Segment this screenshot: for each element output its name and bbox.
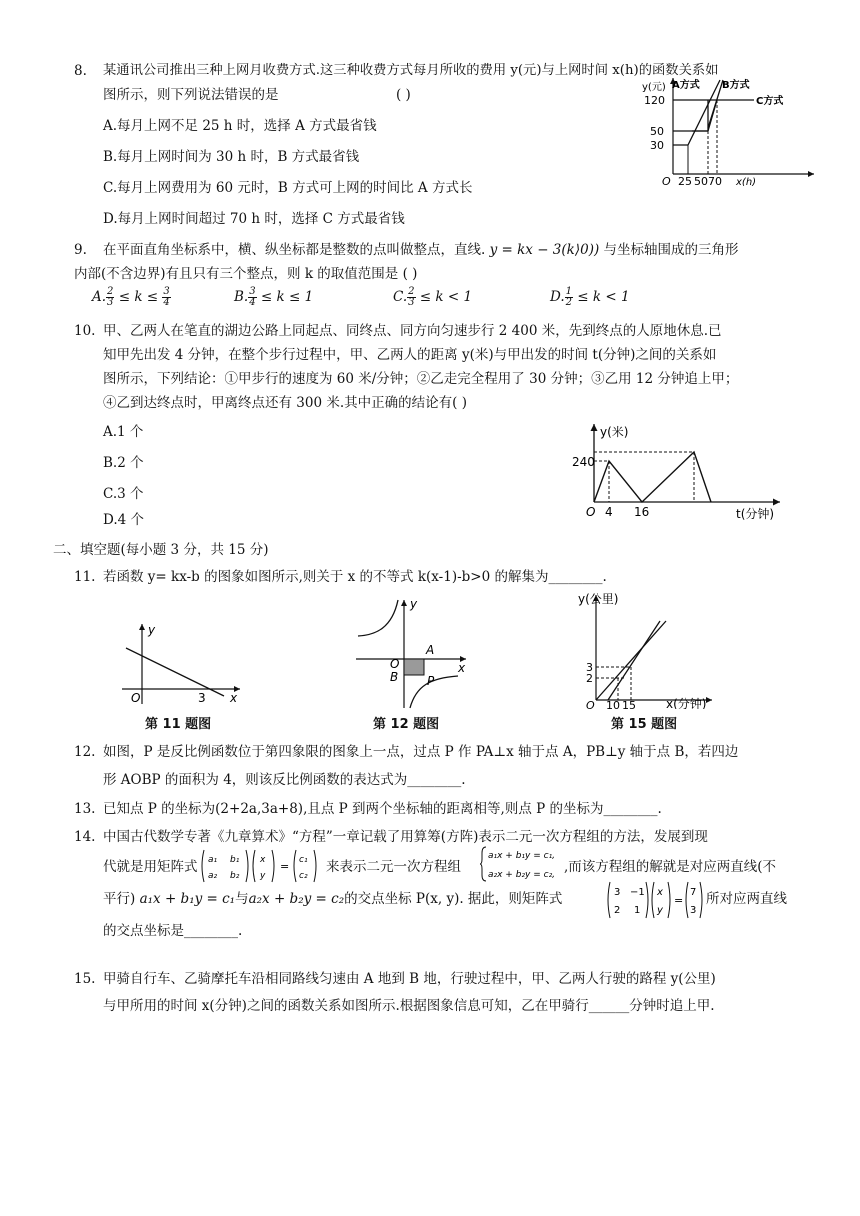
q9-option-d-letter: D. [550, 289, 565, 305]
q12-line2: 形 AOBP 的面积为 4，则该反比例函数的表达式为________. [103, 772, 466, 788]
q8-y-label: y(元) [642, 82, 666, 93]
q9-option-b-relation: ≤ k ≤ [256, 289, 305, 305]
q14-gm-c2: c₂ [299, 871, 308, 881]
q14-line3-text-b: 与 [235, 891, 249, 907]
q8-number: 8. [74, 63, 87, 79]
q9-option-b-letter: B. [234, 289, 249, 305]
q14-system-general [480, 845, 572, 883]
q9-option-a-upper-fraction [162, 287, 170, 308]
q8-y-tick-120: 120 [644, 94, 665, 107]
q14-line2-text-b: 来表示二元一次方程组 [326, 859, 461, 875]
q8-answer-bracket: ( ) [396, 87, 411, 103]
q14-number: 14. [74, 829, 96, 845]
q12-number: 12. [74, 744, 96, 760]
q14-line2-text-a: 代就是用矩阵式 [103, 859, 198, 875]
q11-x-tick-3: 3 [198, 691, 206, 705]
q15-number: 15. [74, 971, 96, 987]
q9-option-a [92, 286, 171, 308]
q14-gm-c1: c₁ [299, 855, 308, 865]
q14-eq1: a₁x + b₁y = c₁ [139, 891, 236, 907]
q14-gm-a2: a₂ [208, 871, 218, 881]
q14-line2-text-c: ,而该方程组的解就是对应两直线(不 [564, 859, 777, 875]
q15-caption: 第 15 题图 [611, 717, 678, 732]
q15-x-tick-10: 10 [606, 699, 620, 709]
q14-system-eq1: a₁x + b₁y = c₁, [488, 851, 556, 861]
q9-option-c-relation: ≤ k < [415, 289, 464, 305]
q9-stem-line2: 内部(不含边界)有且只有三个整点，则 k 的取值范围是 ( ) [74, 266, 418, 282]
q9-option-d-lower-fraction [565, 287, 573, 308]
q12-y-label: y [410, 597, 418, 611]
q15-y-tick-3: 3 [586, 661, 593, 674]
q11-number: 11. [74, 569, 96, 585]
q8-stem-line2: 图所示，则下列说法错误的是 [103, 87, 279, 103]
q10-x-label: t(分钟) [736, 507, 775, 521]
q8-series-c-label: C方式 [756, 96, 784, 107]
q10-option-a: A.1 个 [103, 424, 144, 440]
q9-option-c-lower-den: 3 [408, 297, 415, 308]
q14-gm-b1: b₁ [230, 855, 240, 865]
q11-stem: 若函数 y= kx-b 的图象如图所示,则关于 x 的不等式 k(x-1)-b>0 的解集为________. [103, 569, 607, 585]
q8-x-tick-70: 70 [708, 175, 722, 186]
q10-line2: 知甲先出发 4 分钟，在整个步行过程中，甲、乙两人的距离 y(米)与甲出发的时间 t(分钟)之间的关系如 [103, 347, 717, 363]
q14-matrix-general [200, 848, 324, 884]
q11-graph [118, 620, 248, 708]
q8-origin: O [662, 175, 671, 186]
q10-line4: ④乙到达终点时，甲离终点还有 300 米.其中正确的结论有( ) [103, 395, 467, 411]
q8-x-tick-50: 50 [694, 175, 708, 186]
q10-graph [568, 420, 788, 522]
q9-option-d-upper: 1 [620, 289, 630, 305]
q10-line1: 甲、乙两人在笔直的湖边公路上同起点、同终点、同方向匀速步行 2 400 米，先到终点的人原地休息.已 [103, 323, 722, 339]
q9-option-c-upper: 1 [463, 289, 473, 305]
q9-option-a-upper-den: 4 [163, 297, 170, 308]
q14-gm-x: x [260, 855, 266, 865]
q8-y-tick-30: 30 [650, 139, 664, 152]
q14-sm-y: y [657, 905, 663, 916]
q9-option-a-upper-num: 3 [163, 286, 170, 297]
q13-stem: 已知点 P 的坐标为(2+2a,3a+8),且点 P 到两个坐标轴的距离相等,则点 P 的坐标为________. [103, 801, 662, 817]
q9-option-b-lower-fraction [248, 287, 256, 308]
q14-system-eq2: a₂x + b₂y = c₂, [488, 870, 556, 880]
q15-y-tick-2: 2 [586, 672, 593, 685]
q9-option-d-lower-den: 2 [565, 297, 573, 308]
q14-sm-x: x [657, 887, 663, 898]
q14-sm-m11: 3 [614, 887, 621, 898]
q9-number: 9. [74, 242, 87, 258]
q10-option-d: D.4 个 [103, 512, 145, 528]
q8-x-label: x(h) [736, 177, 757, 186]
q14-gm-b2: b₂ [230, 871, 240, 881]
q10-option-c: C.3 个 [103, 486, 144, 502]
q8-stem-line1: 某通讯公司推出三种上网月收费方式.这三种收费方式每月所收的费用 y(元)与上网时间 x(h)的函数关系如 [103, 63, 719, 78]
q14-sm-m22: 1 [634, 905, 641, 916]
q9-option-b [234, 286, 313, 308]
q9-option-d-relation: ≤ k < [573, 289, 621, 305]
q15-y-label: y(公里) [578, 592, 619, 606]
q14-line3-text-c: 的交点坐标 P(x, y). 据此，则矩阵式 [344, 891, 563, 907]
q12-origin: O [390, 657, 400, 671]
q9-stem-text-a: 在平面直角坐标系中，横、纵坐标都是整数的点叫做整点，直线. [103, 242, 486, 258]
q10-x-tick-16: 16 [634, 505, 650, 519]
q8-option-a: A.每月上网不足 25 h 时，选择 A 方式最省钱 [103, 118, 377, 134]
q11-origin: O [131, 691, 141, 705]
q9-option-a-letter: A. [92, 289, 107, 305]
q10-y-tick-240: 240 [572, 455, 595, 469]
q11-caption: 第 11 题图 [145, 717, 212, 732]
q11-x-label: x [230, 691, 238, 705]
q8-option-b: B.每月上网时间为 30 h 时，B 方式最省钱 [103, 149, 360, 165]
q14-line3-text-a: 平行) [103, 891, 136, 907]
q14-gm-y: y [260, 871, 266, 881]
q12-point-b: B [390, 670, 399, 684]
q9-option-c-letter: C. [393, 289, 408, 305]
q14-eq2: a₂x + b₂y = c₂ [248, 891, 345, 907]
q10-origin: O [586, 505, 596, 519]
q14-line3 [103, 890, 562, 908]
q8-y-tick-50: 50 [650, 125, 664, 138]
q8-series-b-label: B方式 [722, 80, 750, 91]
q9-option-c-lower-fraction [407, 287, 415, 308]
q12-graph [350, 596, 480, 714]
q15-graph [574, 587, 714, 709]
q10-number: 10. [74, 323, 96, 339]
q12-x-label: x [458, 661, 466, 675]
q10-line3: 图所示，下列结论：①甲步行的速度为 60 米/分钟；②乙走完全程用了 30 分钟；③乙用 12 分钟追上甲； [103, 371, 739, 387]
q14-sm-m12: −1 [630, 887, 645, 898]
q9-option-a-lower-num: 2 [107, 286, 114, 297]
q9-stem-line1 [103, 241, 739, 259]
q9-stem-text-b: 与坐标轴围成的三角形 [603, 242, 739, 258]
q14-matrix-specific [606, 880, 706, 920]
q13-number: 13. [74, 801, 96, 817]
q9-option-c [393, 286, 472, 308]
q12-line1: 如图，P 是反比例函数位于第四象限的图象上一点，过点 P 作 PA⊥x 轴于点 A，PB⊥y 轴于点 B，若四边 [103, 744, 739, 760]
q15-origin: O [586, 699, 595, 709]
q8-series-a-label: A方式 [672, 80, 700, 91]
q9-option-b-upper: 1 [304, 289, 314, 305]
q14-gm-a1: a₁ [208, 855, 218, 865]
q15-line1: 甲骑自行车、乙骑摩托车沿相同路线匀速由 A 地到 B 地，行驶过程中，甲、乙两人行驶的路程 y(公里) [103, 971, 716, 987]
q12-point-p: P [427, 674, 435, 688]
q8-option-c: C.每月上网费用为 60 元时，B 方式可上网的时间比 A 方式长 [103, 180, 473, 196]
q9-option-b-lower-num: 3 [249, 286, 256, 297]
q14-line1: 中国古代数学专著《九章算术》“方程”一章记载了用算筹(方阵)表示二元一次方程组的方法，发展到现 [103, 829, 708, 845]
q10-x-tick-4: 4 [605, 505, 613, 519]
q9-option-a-relation: ≤ k ≤ [114, 289, 163, 305]
q14-line2 [103, 858, 198, 876]
q14-line4: 的交点坐标是________. [103, 923, 243, 939]
section-2-title: 二、填空题(每小题 3 分，共 15 分) [53, 542, 269, 558]
q9-option-d [550, 286, 630, 308]
q14-sm-c1: 7 [690, 887, 697, 898]
q14-gm-equals: = [280, 860, 290, 873]
q15-x-label: x(分钟) [666, 697, 707, 709]
q11-y-label: y [148, 623, 156, 637]
q9-option-d-lower-num: 1 [565, 286, 573, 297]
q12-point-a: A [426, 643, 435, 657]
q15-x-tick-15: 15 [622, 699, 636, 709]
q10-y-label: y(米) [600, 425, 629, 439]
q8-x-tick-25: 25 [678, 175, 692, 186]
q10-option-b: B.2 个 [103, 455, 144, 471]
q9-option-a-lower-den: 3 [107, 297, 114, 308]
q14-sm-m21: 2 [614, 905, 621, 916]
q14-line3-text-d: 所对应两直线 [706, 891, 787, 907]
q14-sm-c2: 3 [690, 905, 697, 916]
q15-line2: 与甲所用的时间 x(分钟)之间的函数关系如图所示.根据图象信息可知，乙在甲骑行______分钟时追上甲. [103, 998, 715, 1014]
q8-option-d: D.每月上网时间超过 70 h 时，选择 C 方式最省钱 [103, 211, 405, 227]
q9-option-c-lower-num: 2 [408, 286, 415, 297]
q14-sm-equals: = [674, 894, 684, 907]
q12-caption: 第 12 题图 [373, 717, 440, 732]
q8-graph [636, 70, 816, 186]
q9-option-b-lower-den: 4 [249, 297, 256, 308]
q9-stem-equation: y = kx − 3(k⟩0)) [489, 242, 600, 258]
